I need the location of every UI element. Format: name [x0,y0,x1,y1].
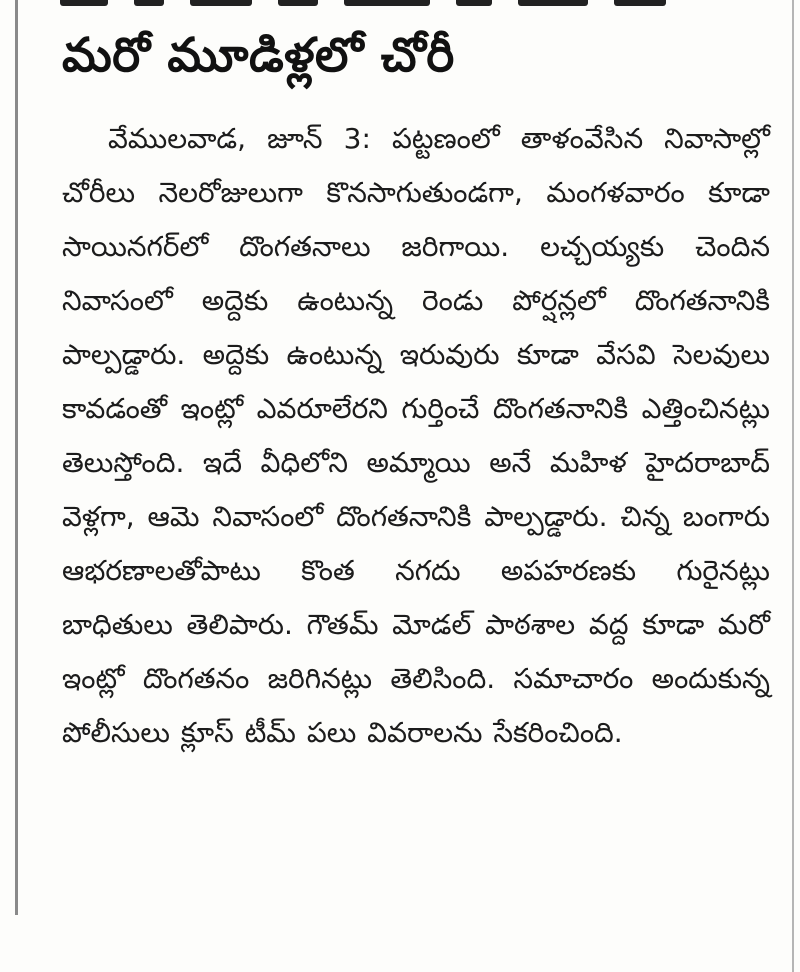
previous-headline-cut-fragment [60,0,760,10]
column-rule-right [792,0,794,972]
column-rule-left [15,0,18,915]
article-body: వేములవాడ, జూన్ 3: పట్టణంలో తాళంవేసిన నివాసాల్లో చోరీలు నెలరోజులుగా కొనసాగుతుండగా, మంగళవారం కూడా సాయినగర్‌లో దొంగతనాలు జరిగాయి. లచ్చయ్యకు చెందిన నివాసంలో అద్దెకు ఉంటున్న రెండు పోర్షన్లలో దొంగతనానికి పాల్పడ్డారు. అద్దెకు ఉంటున్న ఇరువురు కూడా వేసవి సెలవులు కావడంతో ఇంట్లో ఎవరూలేరని గుర్తించే దొంగతనానికి ఎత్తించినట్లు తెలుస్తోంది. ఇదే వీధిలోని అమ్మాయి అనే మహిళ హైదరాబాద్ వెళ్లగా, ఆమె నివాసంలో దొంగతనానికి పాల్పడ్డారు. చిన్న బంగారు ఆభరణాలతోపాటు కొంత నగదు అపహరణకు గురైనట్లు బాధితులు తెలిపారు. గౌతమ్ మోడల్ పాఠశాల వద్ద కూడా మరో ఇంట్లో దొంగతనం జరిగినట్లు తెలిసింది. సమాచారం అందుకున్న పోలీసులు క్లూస్ టీమ్ పలు వివరాలను సేకరించింది. [62,122,770,749]
headline: మరో మూడిళ్లలో చోరీ [62,28,455,83]
